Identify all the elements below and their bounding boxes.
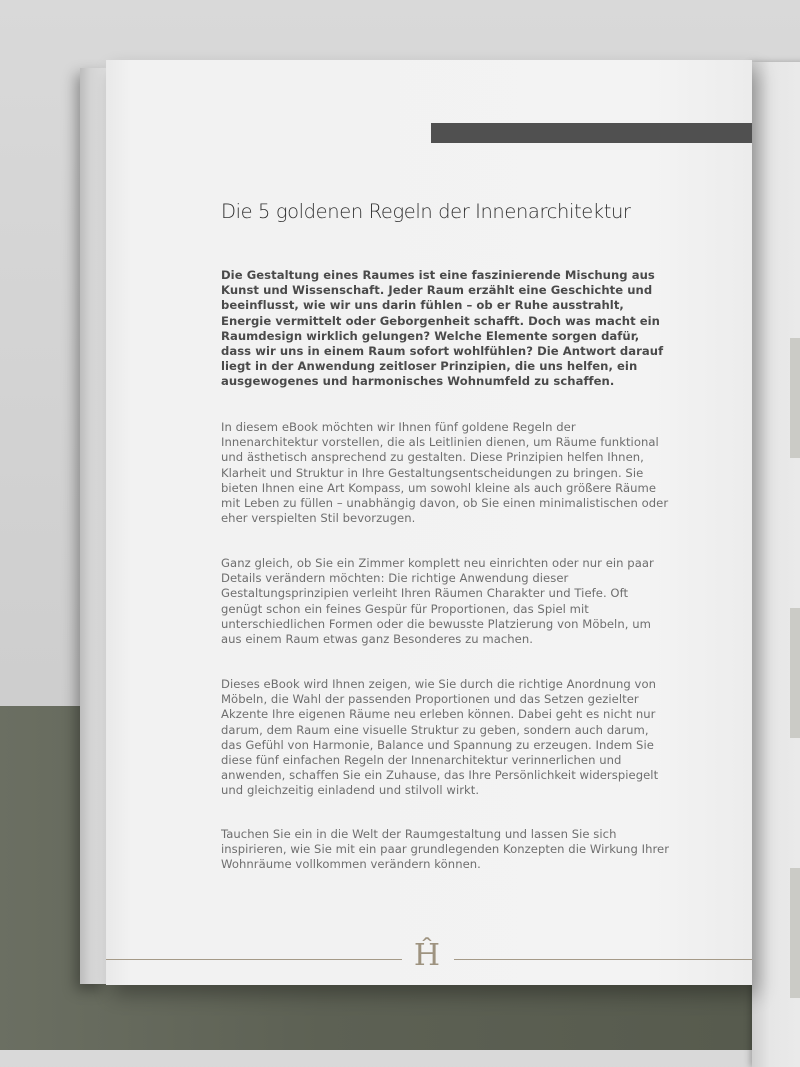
page-title: Die 5 goldenen Regeln der Innenarchitektur: [221, 200, 631, 223]
header-accent-bar: [431, 123, 752, 143]
booklet-cover-edge: [80, 68, 106, 984]
body-paragraph: In diesem eBook möchten wir Ihnen fünf goldene Regeln der Innenarchitektur vorstellen, die als Leitlinien dienen, um Räume funktional und ästhetisch ansprechend zu gestalten. Diese Prinzipien helfen Ihnen, Klarheit und Struktur in Ihre Gestaltungsentscheidungen zu bringen. Sie bieten Ihnen eine Art Kompass, um sowohl kleine als auch größere Räume mit Leben zu füllen – unabhängig davon, ob Sie einen minimalistischen oder eher verspielten Stil bevorzugen.: [221, 420, 669, 526]
body-paragraph: Tauchen Sie ein in die Welt der Raumgestaltung und lassen Sie sich inspirieren, wie Sie mit ein paar grundlegenden Konzepten die Wirkung Ihrer Wohnräume vollkommen verändern können.: [221, 827, 670, 872]
body-paragraph: Dieses eBook wird Ihnen zeigen, wie Sie durch die richtige Anordnung von Möbeln, die Wahl der passenden Proportionen und das Setzen gezielter Akzente Ihre eigenen Räume neu erleben können. Dabei geht es nicht nur darum, dem Raum eine visuelle Struktur zu geben, sondern auch darum, das Gefühl von Harmonie, Balance und Spannung zu erzeugen. Indem Sie diese fünf einfachen Regeln der Innenarchitektur verinnerlichen und anwenden, schaffen Sie ein Zuhause, das Ihre Persönlichkeit widerspiegelt und gleichzeitig einladend und stilvoll wirkt.: [221, 677, 659, 798]
footer-rule-left: [106, 959, 402, 960]
page-tab-marker: [790, 338, 800, 458]
body-paragraph: Ganz gleich, ob Sie ein Zimmer komplett neu einrichten oder nur ein paar Details verändern möchten: Die richtige Anwendung dieser Gestaltungsprinzipien verleiht Ihren Räumen Charakter und Tiefe. Oft genügt schon ein feines Gespür für Proportionen, das Spiel mit unterschiedlichen Formen oder die bewusste Platzierung von Möbeln, um aus einem Raum etwas ganz Besonderes zu machen.: [221, 556, 654, 647]
footer-rule-right: [454, 959, 752, 960]
brand-logo: Ĥ: [413, 938, 441, 973]
booklet-page: [106, 60, 752, 985]
page-tab-marker: [790, 608, 800, 738]
lead-paragraph: Die Gestaltung eines Raumes ist eine faszinierende Mischung aus Kunst und Wissenschaft. Jeder Raum erzählt eine Geschichte und beeinflusst, wie wir uns darin fühlen – ob er Ruhe ausstrahlt, Energie vermittelt oder Geborgenheit schafft. Doch was macht ein Raumdesign wirklich gelungen? Welche Elemente sorgen dafür, dass wir uns in einem Raum sofort wohlfühlen? Die Antwort darauf liegt in der Anwendung zeitloser Prinzipien, die uns helfen, ein ausgewogenes und harmonisches Wohnumfeld zu schaffen.: [221, 268, 664, 389]
right-page-edge: [752, 62, 800, 1067]
page-tab-marker: [790, 868, 800, 998]
